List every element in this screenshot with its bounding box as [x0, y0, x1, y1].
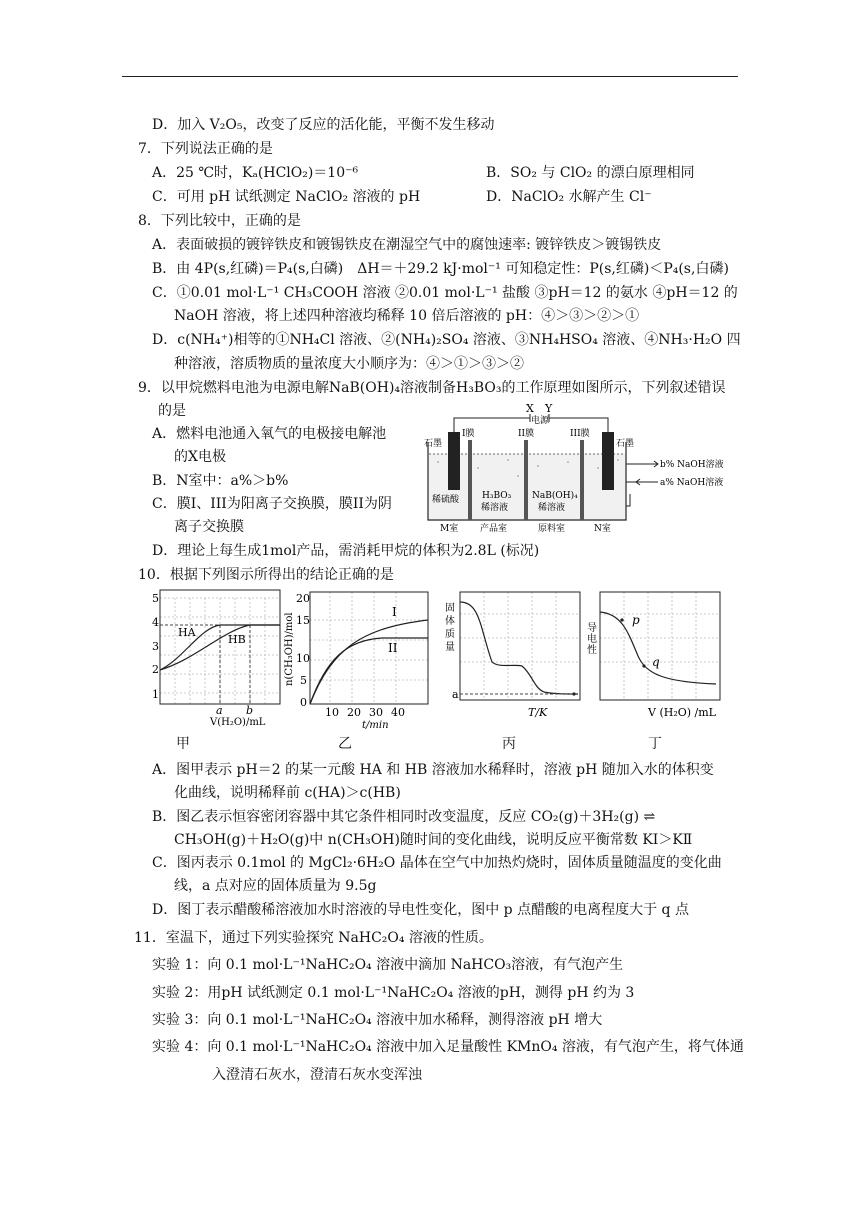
q8-option-c-line1: C．①0.01 mol·L⁻¹ CH₃COOH 溶液 ②0.01 mol·L⁻¹ 盐酸 ③pH＝12 的氨水 ④pH＝12 的: [152, 285, 738, 301]
membrane-1: [468, 440, 472, 520]
q11-stem: 11．室温下，通过下列实验探究 NaHC₂O₄ 溶液的性质。: [134, 930, 493, 946]
label-x: X: [526, 402, 534, 415]
yi-label-2: II: [388, 641, 398, 655]
figure-ding: [584, 588, 738, 723]
membrane-2-label: II膜: [518, 429, 535, 439]
room-product-label: 产品室: [480, 524, 508, 534]
yi-ytick-15: 15: [296, 614, 310, 627]
q7-option-d: D．NaClO₂ 水解产生 Cl⁻: [486, 189, 652, 205]
figure-ding-caption: 丁: [648, 736, 662, 752]
jia-ytick-5: 5: [152, 592, 159, 605]
chamber-2-label-b: 稀溶液: [481, 503, 509, 513]
yi-xtick-40: 40: [391, 706, 405, 719]
figure-jia-caption: 甲: [176, 736, 190, 752]
electrolysis-figure: [418, 402, 738, 534]
yi-xtick-30: 30: [369, 706, 383, 719]
ding-mark-q: q: [652, 655, 660, 669]
q7-option-a: A．25 ℃时，Kₐ(HClO₂)＝10⁻⁶: [152, 165, 359, 181]
room-feed-label: 原料室: [538, 524, 566, 534]
q9-option-c-line1: C．膜I、III为阳离子交换膜，膜II为阴: [152, 496, 392, 512]
yi-ytick-5: 5: [300, 674, 307, 687]
inlet-label: a% NaOH溶液: [660, 478, 724, 488]
q8-option-d-line2: 种溶液，溶质物质的量浓度大小顺序为：④＞①＞③＞②: [174, 356, 524, 372]
jia-mark-b: b: [246, 704, 254, 717]
experiment-4-line2: 入澄清石灰水，澄清石灰水变浑浊: [212, 1067, 422, 1083]
label-y: Y: [545, 402, 553, 415]
q10-option-c-line2: 线，a 点对应的固体质量为 9.5g: [174, 878, 377, 894]
figure-yi: [282, 588, 432, 733]
room-n-label: N室: [594, 524, 611, 534]
graphite-electrode-right: [602, 432, 614, 490]
graphite-left-label: 石墨: [424, 439, 443, 449]
figure-jia: [144, 588, 294, 728]
chamber-3-label-b: 稀溶液: [538, 503, 566, 513]
jia-ytick-4: 4: [152, 616, 159, 629]
q9-option-b: B．N室中：a%＞b%: [152, 473, 289, 489]
ding-xlabel: V (H₂O) /mL: [648, 706, 716, 719]
q10-option-a-line2: 化曲线，说明稀释前 c(HA)＞c(HB): [174, 785, 401, 801]
graphite-right-label: 石墨: [616, 439, 635, 449]
q9-stem-line1: 9．以甲烷燃料电池为电源电解NaB(OH)₄溶液制备H₃BO₃的工作原理如图所示，下列叙述错误: [138, 380, 726, 396]
yi-curve-2: [310, 638, 428, 704]
q9-option-a-line2: 的X电极: [174, 449, 226, 465]
yi-xtick-10: 10: [325, 706, 339, 719]
ding-ylabel: 导电性: [584, 622, 596, 655]
q9-option-a-line1: A．燃料电池通入氧气的电极接电解池: [152, 426, 387, 442]
room-m-label: M室: [440, 524, 459, 534]
q9-stem-line2: 的是: [158, 403, 186, 419]
outlet-label: b% NaOH溶液: [660, 460, 724, 470]
chamber-2-label-a: H₃BO₃: [482, 491, 512, 501]
yi-xtick-20: 20: [347, 706, 361, 719]
yi-ylabel: n(CH₃OH)/mol: [284, 612, 295, 686]
q10-stem: 10．根据下列图示所得出的结论正确的是: [138, 567, 394, 583]
chamber-1-label: 稀硫酸: [432, 495, 460, 505]
yi-xlabel: t/min: [362, 720, 389, 731]
ding-curve: [600, 612, 716, 684]
bing-xlabel: T/K: [528, 706, 548, 719]
q10-option-a-line1: A．图甲表示 pH＝2 的某一元酸 HA 和 HB 溶液加水稀释时，溶液 pH 随加入水的体积变: [152, 762, 714, 778]
jia-ytick-1: 1: [152, 688, 159, 701]
figure-bing-caption: 丙: [502, 736, 516, 752]
experiment-2: 实验 2：用pH 试纸测定 0.1 mol·L⁻¹NaHC₂O₄ 溶液的pH，测得 pH 约为 3: [152, 985, 635, 1001]
q10-option-c-line1: C．图丙表示 0.1mol 的 MgCl₂·6H₂O 晶体在空气中加热灼烧时，固体质量随温度的变化曲: [152, 855, 722, 871]
q9-option-d: D．理论上每生成1mol产品，需消耗甲烷的体积为2.8L (标况): [152, 543, 540, 559]
yi-ytick-10: 10: [296, 652, 310, 665]
jia-label-hb: HB: [228, 633, 246, 646]
jia-label-ha: HA: [178, 626, 196, 639]
q7-option-b: B．SO₂ 与 ClO₂ 的漂白原理相同: [486, 165, 695, 181]
jia-ytick-3: 3: [152, 640, 159, 653]
jia-ytick-2: 2: [152, 663, 159, 676]
q8-stem: 8．下列比较中，正确的是: [138, 213, 301, 229]
membrane-1-label: I膜: [462, 429, 475, 439]
label-power: 电源: [531, 416, 550, 426]
graphite-electrode-left: [448, 432, 460, 490]
q9-option-c-line2: 离子交换膜: [174, 519, 244, 535]
q10-option-b-line2: CH₃OH(g)＋H₂O(g)中 n(CH₃OH)随时间的变化曲线，说明反应平衡常数 KⅠ＞KⅡ: [174, 832, 693, 848]
q8-option-b: B．由 4P(s,红磷)＝P₄(s,白磷) ΔH＝＋29.2 kJ·mol⁻¹ 可知稳定性：P(s,红磷)＜P₄(s,白磷): [152, 261, 729, 277]
q10-option-b-line1: B．图乙表示恒容密闭容器中其它条件相同时改变温度，反应 CO₂(g)＋3H₂(g) ⇌: [152, 809, 656, 825]
q10-option-d: D．图丁表示醋酸稀溶液加水时溶液的导电性变化，图中 p 点醋酸的电离程度大于 q 点: [152, 902, 689, 918]
figure-bing: [444, 588, 584, 723]
yi-curve-1: [310, 620, 428, 704]
q6-option-d: D．加入 V₂O₅，改变了反应的活化能，平衡不发生移动: [152, 117, 495, 133]
bing-curve: [460, 602, 578, 694]
membrane-3-label: III膜: [570, 429, 590, 439]
q8-option-d-line1: D．c(NH₄⁺)相等的①NH₄Cl 溶液、②(NH₄)₂SO₄ 溶液、③NH₄HSO₄ 溶液、④NH₃·H₂O 四: [152, 332, 741, 348]
experiment-3: 实验 3：向 0.1 mol·L⁻¹NaHC₂O₄ 溶液中加水稀释，测得溶液 pH 增大: [152, 1012, 603, 1028]
jia-xlabel: V(H₂O)/mL: [210, 717, 266, 728]
header-rule: [122, 76, 738, 77]
experiment-4-line1: 实验 4：向 0.1 mol·L⁻¹NaHC₂O₄ 溶液中加入足量酸性 KMnO₄ 溶液，有气泡产生，将气体通: [152, 1039, 744, 1055]
q8-option-c-line2: NaOH 溶液，将上述四种溶液均稀释 10 倍后溶液的 pH：④＞③＞②＞①: [174, 308, 640, 324]
experiment-1: 实验 1：向 0.1 mol·L⁻¹NaHC₂O₄ 溶液中滴加 NaHCO₃溶液，有气泡产生: [152, 957, 624, 973]
figure-yi-caption: 乙: [338, 736, 352, 752]
q7-stem: 7．下列说法正确的是: [138, 141, 273, 157]
jia-mark-a: a: [216, 704, 223, 717]
yi-label-1: I: [392, 605, 397, 619]
membrane-2: [524, 440, 528, 520]
q8-option-a: A．表面破损的镀锌铁皮和镀锡铁皮在潮湿空气中的腐蚀速率: 镀锌铁皮＞镀锡铁皮: [152, 237, 662, 253]
chamber-3-label-a: NaB(OH)₄: [532, 491, 578, 501]
bing-ylabel: 固体质量: [442, 602, 454, 654]
yi-ytick-0: 0: [300, 696, 307, 709]
ding-mark-p: p: [632, 613, 640, 627]
yi-ytick-20: 20: [296, 592, 310, 605]
q7-option-c: C．可用 pH 试纸测定 NaClO₂ 溶液的 pH: [152, 189, 421, 205]
bing-mark-a: a: [452, 688, 459, 701]
membrane-3: [580, 440, 584, 520]
